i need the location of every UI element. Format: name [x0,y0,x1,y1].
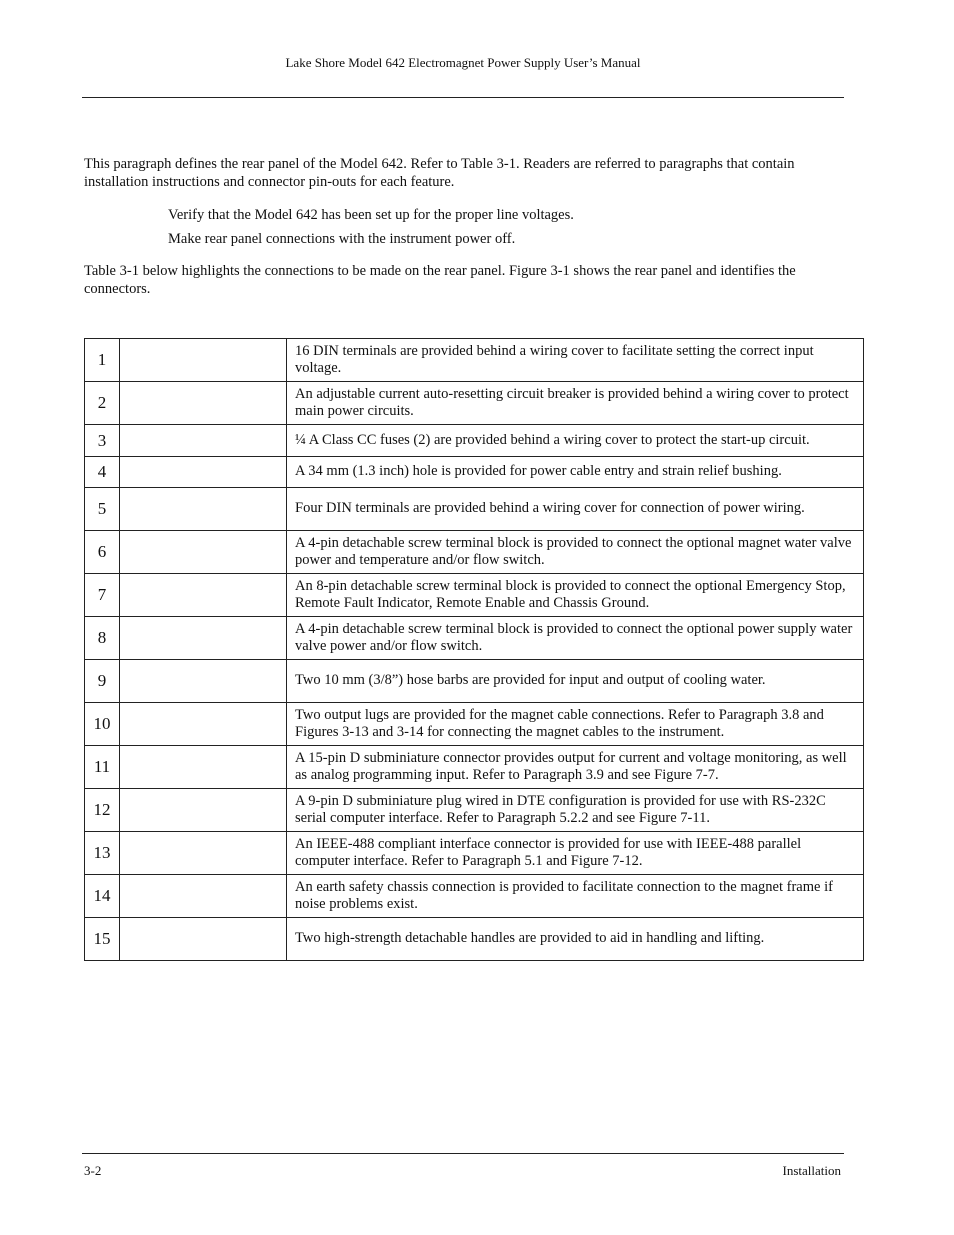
row-number: 5 [85,488,120,531]
table-row [85,617,864,660]
table-row [85,746,864,789]
row-description: Four DIN terminals are provided behind a wiring cover for connection of power wiring. [287,488,864,531]
row-description: A 4-pin detachable screw terminal block is provided to connect the optional magnet water valve power and temperature and/or flow switch. [287,531,864,574]
running-header: Lake Shore Model 642 Electromagnet Power Supply User’s Manual [285,55,641,70]
row-feature-name [120,617,287,660]
row-feature-name [120,425,287,457]
row-number: 4 [85,457,120,488]
table-row [85,488,864,531]
table-row [85,457,864,488]
caution-line-voltage: Verify that the Model 642 has been set up for the proper line voltages. [168,207,574,223]
footer-rule [82,1153,844,1154]
row-description: Two output lugs are provided for the magnet cable connections. Refer to Paragraph 3.8 and Figures 3-13 and 3-14 for connecting the magnet cables to the instrument. [287,703,864,746]
row-description: Two high-strength detachable handles are provided to aid in handling and lifting. [287,918,864,961]
row-description: Two 10 mm (3/8”) hose barbs are provided for input and output of cooling water. [287,660,864,703]
row-description: 16 DIN terminals are provided behind a wiring cover to facilitate setting the correct input voltage. [287,339,864,382]
rear-panel-table [84,338,864,961]
row-feature-name [120,789,287,832]
row-number: 8 [85,617,120,660]
page-number: 3-2 [84,1163,102,1178]
row-number: 6 [85,531,120,574]
row-number: 13 [85,832,120,875]
section-name: Installation [782,1163,841,1178]
intro-paragraph: This paragraph defines the rear panel of the Model 642. Refer to Table 3-1. Readers are referred to paragraphs that contain installation instructions and connector pin-outs for each feature. [84,156,795,190]
table-row [85,789,864,832]
row-feature-name [120,574,287,617]
row-feature-name [120,746,287,789]
row-description: ¼ A Class CC fuses (2) are provided behind a wiring cover to protect the start-up circuit. [287,425,864,457]
row-feature-name [120,660,287,703]
row-feature-name [120,457,287,488]
row-feature-name [120,339,287,382]
rear-panel-table-body [85,339,864,961]
table-row [85,531,864,574]
table-row [85,382,864,425]
row-feature-name [120,531,287,574]
table-row [85,660,864,703]
row-number: 7 [85,574,120,617]
row-number: 10 [85,703,120,746]
row-feature-name [120,875,287,918]
table-intro-paragraph: Table 3-1 below highlights the connections to be made on the rear panel. Figure 3-1 shows the rear panel and identifies the connectors. [84,263,796,297]
row-number: 3 [85,425,120,457]
row-description: An IEEE-488 compliant interface connector is provided for use with IEEE-488 parallel computer interface. Refer to Paragraph 5.1 and Figure 7-12. [287,832,864,875]
row-description: An 8-pin detachable screw terminal block is provided to connect the optional Emergency Stop, Remote Fault Indicator, Remote Enable and Chassis Ground. [287,574,864,617]
row-feature-name [120,382,287,425]
row-number: 14 [85,875,120,918]
row-description: An earth safety chassis connection is provided to facilitate connection to the magnet frame if noise problems exist. [287,875,864,918]
row-number: 12 [85,789,120,832]
row-number: 15 [85,918,120,961]
table-row [85,918,864,961]
row-description: An adjustable current auto-resetting circuit breaker is provided behind a wiring cover to protect main power circuits. [287,382,864,425]
row-number: 2 [85,382,120,425]
header-rule [82,97,844,98]
row-description: A 34 mm (1.3 inch) hole is provided for power cable entry and strain relief bushing. [287,457,864,488]
row-feature-name [120,832,287,875]
row-description: A 4-pin detachable screw terminal block is provided to connect the optional power supply water valve power and/or flow switch. [287,617,864,660]
table-row [85,574,864,617]
row-feature-name [120,918,287,961]
table-row [85,703,864,746]
row-number: 1 [85,339,120,382]
row-feature-name [120,488,287,531]
table-row [85,339,864,382]
row-number: 11 [85,746,120,789]
row-feature-name [120,703,287,746]
table-row [85,875,864,918]
caution-power-off: Make rear panel connections with the instrument power off. [168,231,516,247]
row-number: 9 [85,660,120,703]
table-row [85,425,864,457]
row-description: A 15-pin D subminiature connector provides output for current and voltage monitoring, as well as analog programming input. Refer to Paragraph 3.9 and see Figure 7-7. [287,746,864,789]
table-row [85,832,864,875]
row-description: A 9-pin D subminiature plug wired in DTE configuration is provided for use with RS-232C serial computer interface. Refer to Paragraph 5.2.2 and see Figure 7-11. [287,789,864,832]
